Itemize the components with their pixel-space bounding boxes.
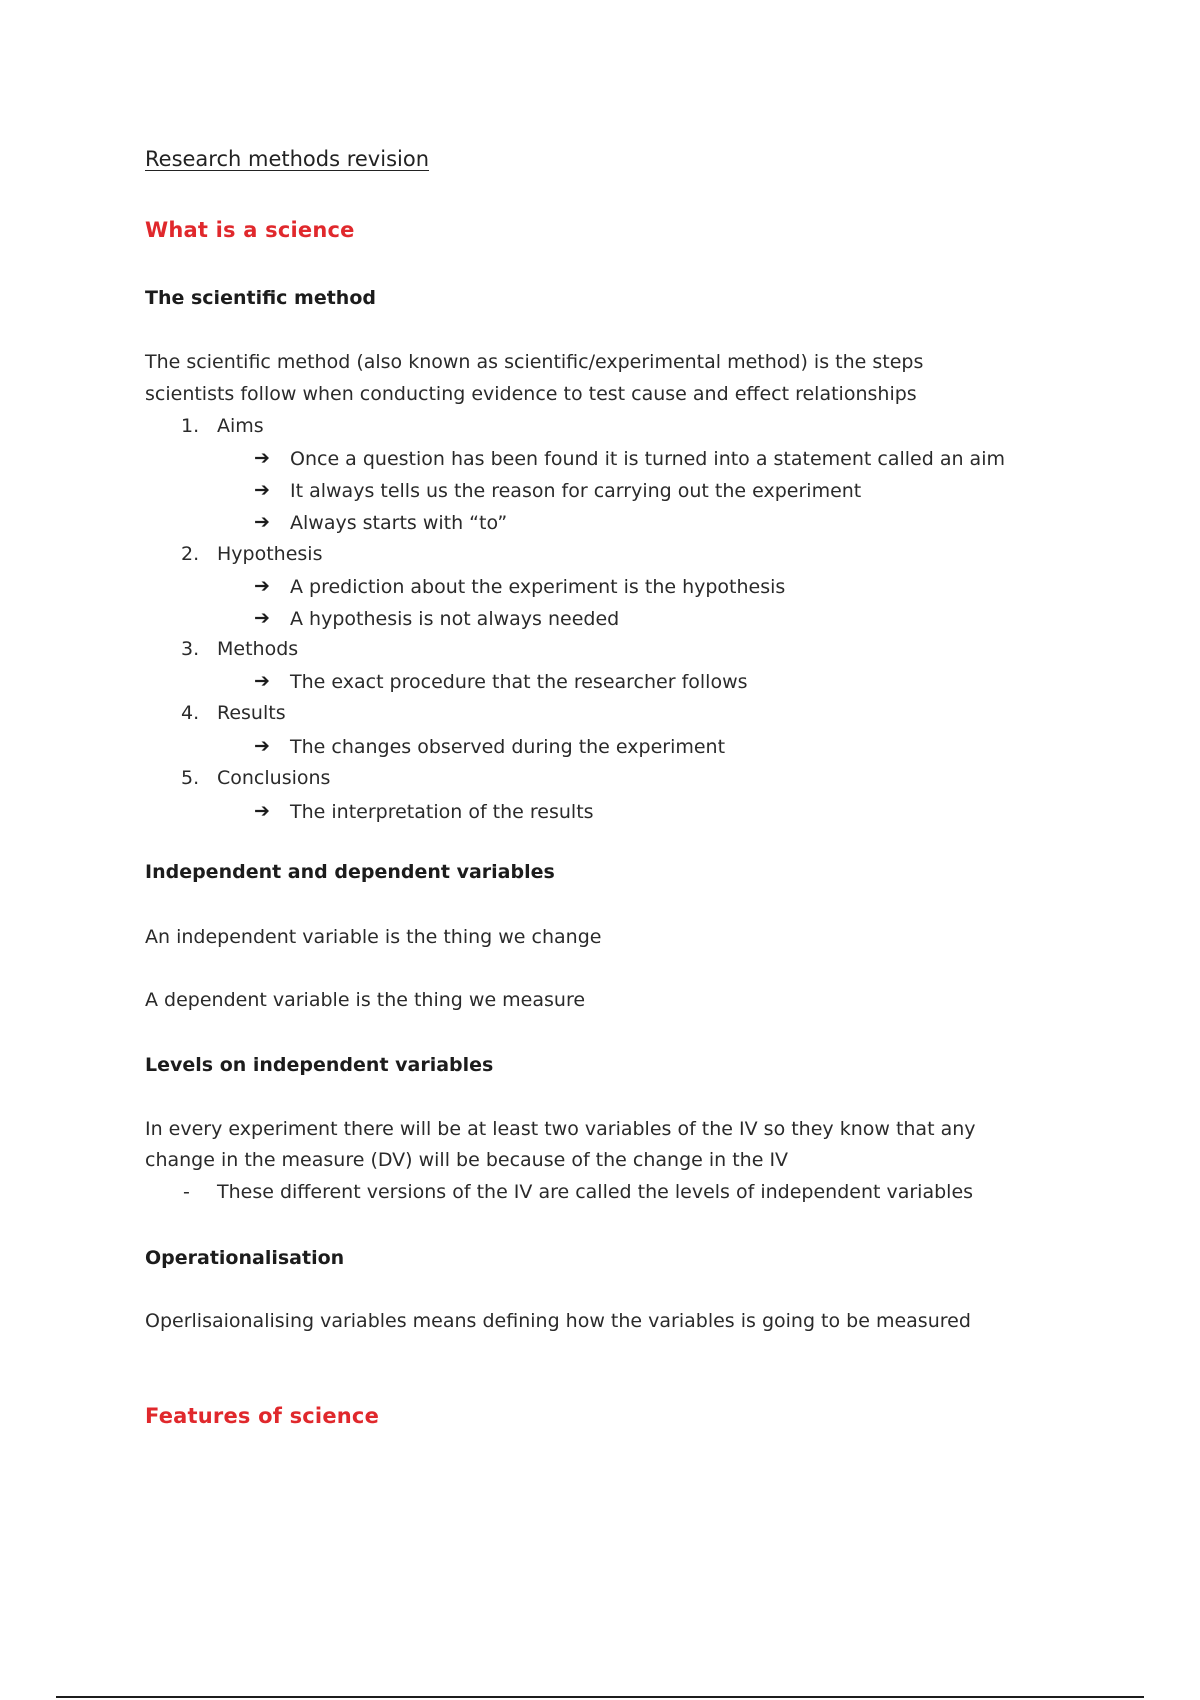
step-number: 2.: [181, 543, 200, 565]
results-point: The changes observed during the experiment: [290, 736, 726, 758]
aims-point: It always tells us the reason for carrying out the experiment: [290, 480, 862, 502]
heading-variables: Independent and dependent variables: [145, 861, 555, 883]
aims-point: Once a question has been found it is turned into a statement called an aim: [290, 448, 1005, 470]
section-heading-what-is-science: What is a science: [145, 218, 355, 242]
conclusions-point: The interpretation of the results: [290, 801, 594, 823]
page-bottom-divider: [56, 1696, 1144, 1698]
dependent-variable-text: A dependent variable is the thing we measure: [145, 989, 586, 1011]
heading-operationalisation: Operationalisation: [145, 1247, 345, 1269]
step-number: 3.: [181, 638, 200, 660]
section-heading-features-of-science: Features of science: [145, 1404, 380, 1428]
hypothesis-point: A prediction about the experiment is the hypothesis: [290, 576, 786, 598]
step-label-conclusions: Conclusions: [217, 767, 331, 789]
levels-line-2: change in the measure (DV) will be because of the change in the IV: [145, 1149, 789, 1171]
arrow-icon: ➔: [254, 670, 270, 692]
step-label-hypothesis: Hypothesis: [217, 543, 323, 565]
arrow-icon: ➔: [254, 735, 270, 757]
scientific-method-intro-line-1: The scientific method (also known as scientific/experimental method) is the steps: [145, 351, 924, 373]
document-title: Research methods revision: [145, 147, 430, 171]
independent-variable-text: An independent variable is the thing we change: [145, 926, 602, 948]
step-number: 1.: [181, 415, 200, 437]
arrow-icon: ➔: [254, 575, 270, 597]
scientific-method-intro-line-2: scientists follow when conducting evidence to test cause and effect relationships: [145, 383, 917, 405]
step-label-aims: Aims: [217, 415, 264, 437]
levels-bullet-text: These different versions of the IV are called the levels of independent variables: [217, 1181, 974, 1203]
arrow-icon: ➔: [254, 479, 270, 501]
arrow-icon: ➔: [254, 511, 270, 533]
methods-point: The exact procedure that the researcher follows: [290, 671, 748, 693]
arrow-icon: ➔: [254, 800, 270, 822]
operationalisation-text: Operlisaionalising variables means defining how the variables is going to be measured: [145, 1310, 971, 1332]
step-number: 4.: [181, 702, 200, 724]
bullet-dash: -: [183, 1181, 190, 1203]
arrow-icon: ➔: [254, 607, 270, 629]
hypothesis-point: A hypothesis is not always needed: [290, 608, 620, 630]
heading-levels: Levels on independent variables: [145, 1054, 494, 1076]
step-label-methods: Methods: [217, 638, 299, 660]
step-number: 5.: [181, 767, 200, 789]
arrow-icon: ➔: [254, 447, 270, 469]
heading-scientific-method: The scientific method: [145, 287, 376, 309]
step-label-results: Results: [217, 702, 286, 724]
aims-point: Always starts with “to”: [290, 512, 508, 534]
levels-line-1: In every experiment there will be at least two variables of the IV so they know that any: [145, 1118, 976, 1140]
